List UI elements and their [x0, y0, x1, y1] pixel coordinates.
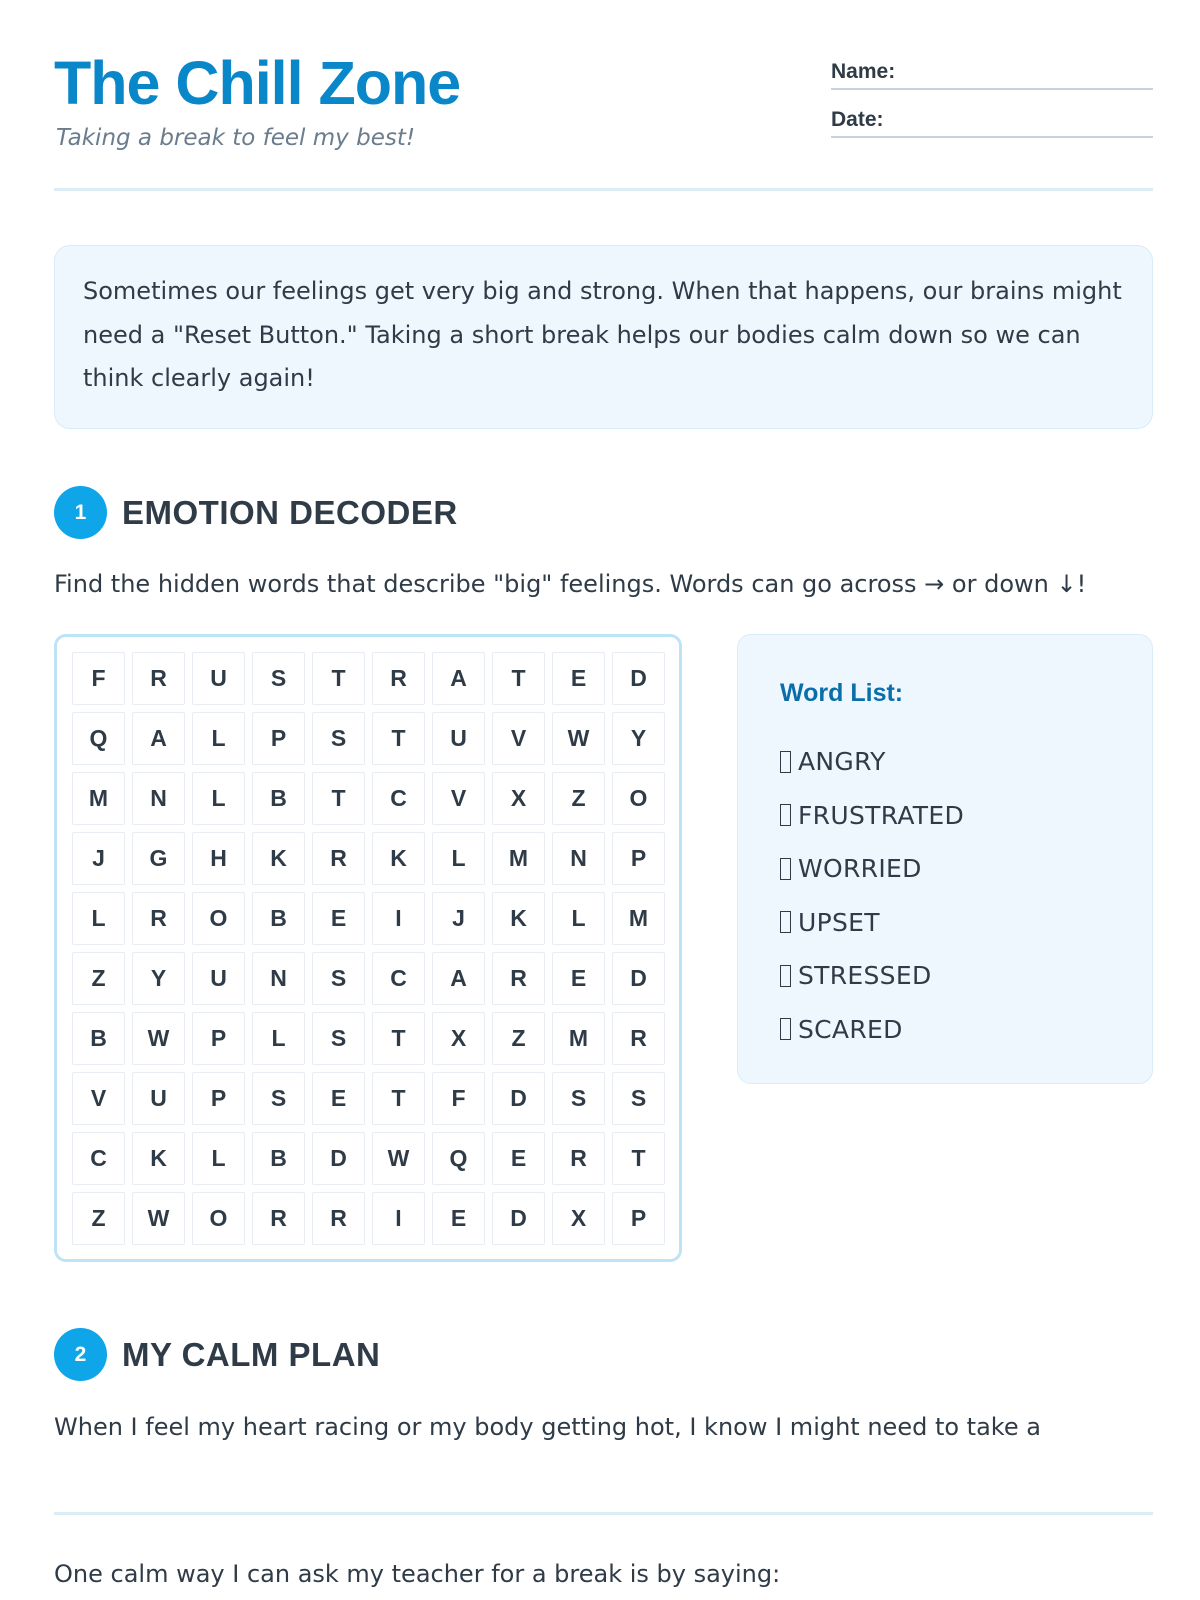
grid-cell[interactable]: T — [612, 1132, 665, 1185]
grid-cell[interactable]: E — [432, 1192, 485, 1245]
grid-cell[interactable]: X — [552, 1192, 605, 1245]
grid-cell[interactable]: S — [252, 1072, 305, 1125]
word-label: WORRIED — [798, 854, 922, 884]
grid-cell[interactable]: U — [432, 712, 485, 765]
page-title: The Chill Zone — [54, 49, 461, 117]
grid-cell[interactable]: S — [312, 712, 365, 765]
grid-cell[interactable]: I — [372, 1192, 425, 1245]
word-list-panel — [737, 634, 1153, 1084]
grid-cell[interactable]: E — [552, 952, 605, 1005]
header-divider — [54, 188, 1153, 191]
grid-cell[interactable]: H — [192, 832, 245, 885]
grid-cell[interactable]: A — [432, 952, 485, 1005]
grid-cell[interactable]: T — [312, 652, 365, 705]
grid-cell[interactable]: U — [192, 652, 245, 705]
word-label: STRESSED — [798, 961, 932, 991]
grid-cell[interactable]: S — [552, 1072, 605, 1125]
word-list-item — [780, 842, 964, 896]
grid-cell[interactable]: L — [192, 712, 245, 765]
grid-cell[interactable]: U — [132, 1072, 185, 1125]
grid-cell[interactable]: W — [132, 1192, 185, 1245]
grid-cell[interactable]: K — [492, 892, 545, 945]
grid-cell[interactable]: D — [312, 1132, 365, 1185]
grid-cell[interactable]: Q — [432, 1132, 485, 1185]
grid-cell[interactable]: D — [492, 1192, 545, 1245]
word-label: SCARED — [798, 1014, 903, 1044]
word-list-item — [780, 789, 964, 843]
grid-cell[interactable]: C — [72, 1132, 125, 1185]
word-list-title: Word List: — [780, 679, 904, 707]
grid-cell[interactable]: B — [252, 772, 305, 825]
grid-cell[interactable]: P — [252, 712, 305, 765]
grid-cell[interactable]: Z — [72, 1192, 125, 1245]
grid-cell[interactable]: J — [72, 832, 125, 885]
grid-cell[interactable]: F — [72, 652, 125, 705]
grid-cell[interactable]: R — [552, 1132, 605, 1185]
word-list — [780, 735, 964, 1056]
grid-cell[interactable]: M — [492, 832, 545, 885]
grid-cell[interactable]: K — [132, 1132, 185, 1185]
section-number-badge: 2 — [54, 1328, 107, 1381]
grid-cell[interactable]: S — [612, 1072, 665, 1125]
grid-cell[interactable]: D — [612, 652, 665, 705]
grid-cell[interactable]: O — [192, 892, 245, 945]
grid-cell[interactable]: J — [432, 892, 485, 945]
grid-cell[interactable]: L — [192, 1132, 245, 1185]
date-field[interactable] — [831, 106, 1153, 138]
page-subtitle: Taking a break to feel my best! — [56, 125, 416, 151]
intro-panel: Sometimes our feelings get very big and strong. When that happens, our brains might need a "Reset Button." Taking a short break helps our bodies calm down so we can think clearly again! — [54, 245, 1153, 429]
grid-cell[interactable]: R — [312, 832, 365, 885]
checkbox-icon[interactable] — [780, 965, 791, 987]
grid-cell[interactable]: K — [372, 832, 425, 885]
grid-cell[interactable]: B — [72, 1012, 125, 1065]
grid-cell[interactable]: T — [372, 1012, 425, 1065]
grid-cell[interactable]: R — [612, 1012, 665, 1065]
grid-cell[interactable]: O — [192, 1192, 245, 1245]
checkbox-icon[interactable] — [780, 911, 791, 933]
grid-cell[interactable]: U — [192, 952, 245, 1005]
grid-cell[interactable]: K — [252, 832, 305, 885]
break-request-prompt: One calm way I can ask my teacher for a break is by saying: — [54, 1560, 781, 1588]
grid-cell[interactable]: L — [252, 1012, 305, 1065]
grid-cell[interactable]: C — [372, 772, 425, 825]
calm-plan-prompt: When I feel my heart racing or my body getting hot, I know I might need to take a — [54, 1413, 1041, 1441]
grid-cell[interactable]: W — [552, 712, 605, 765]
grid-cell[interactable]: F — [432, 1072, 485, 1125]
grid-cell[interactable]: N — [552, 832, 605, 885]
grid-cell[interactable]: L — [432, 832, 485, 885]
grid-cell[interactable]: Z — [72, 952, 125, 1005]
grid-cell[interactable]: X — [432, 1012, 485, 1065]
grid-cell[interactable]: S — [312, 1012, 365, 1065]
grid-cell[interactable]: X — [492, 772, 545, 825]
grid-cell[interactable]: R — [492, 952, 545, 1005]
grid-cell[interactable]: Z — [492, 1012, 545, 1065]
grid-cell[interactable]: R — [372, 652, 425, 705]
grid-cell[interactable]: E — [552, 652, 605, 705]
grid-cell[interactable]: N — [132, 772, 185, 825]
word-label: UPSET — [798, 907, 880, 937]
grid-cell[interactable]: I — [372, 892, 425, 945]
checkbox-icon[interactable] — [780, 804, 791, 826]
section-number-badge: 1 — [54, 486, 107, 539]
grid-cell[interactable]: P — [612, 832, 665, 885]
word-label: ANGRY — [798, 747, 886, 777]
grid-cell[interactable]: Y — [132, 952, 185, 1005]
word-label: FRUSTRATED — [798, 800, 965, 830]
grid-cell[interactable]: L — [72, 892, 125, 945]
grid-cell[interactable]: T — [372, 1072, 425, 1125]
word-list-item — [780, 1003, 964, 1057]
grid-cell[interactable]: P — [192, 1012, 245, 1065]
grid-cell[interactable]: E — [492, 1132, 545, 1185]
grid-cell[interactable]: A — [132, 712, 185, 765]
grid-cell[interactable]: V — [432, 772, 485, 825]
grid-cell[interactable]: R — [312, 1192, 365, 1245]
word-list-item — [780, 735, 964, 789]
grid-cell[interactable]: L — [192, 772, 245, 825]
grid-cell[interactable]: S — [312, 952, 365, 1005]
grid-cell[interactable]: V — [492, 712, 545, 765]
checkbox-icon[interactable] — [780, 1018, 791, 1040]
section-title: MY CALM PLAN — [122, 1336, 381, 1373]
grid-cell[interactable]: R — [252, 1192, 305, 1245]
grid-cell[interactable]: D — [612, 952, 665, 1005]
word-list-item — [780, 949, 964, 1003]
grid-cell[interactable]: Z — [552, 772, 605, 825]
grid-cell[interactable]: M — [612, 892, 665, 945]
grid-cell[interactable]: M — [72, 772, 125, 825]
grid-cell[interactable]: Q — [72, 712, 125, 765]
grid-cell[interactable]: D — [492, 1072, 545, 1125]
grid-cell[interactable]: E — [312, 892, 365, 945]
date-label: Date: — [831, 108, 884, 131]
letter-grid — [72, 652, 665, 1245]
grid-cell[interactable]: W — [372, 1132, 425, 1185]
grid-cell[interactable]: T — [312, 772, 365, 825]
grid-cell[interactable]: R — [132, 652, 185, 705]
word-search-instructions: Find the hidden words that describe "big" feelings. Words can go across → or down ↓! — [54, 570, 1087, 598]
grid-cell[interactable]: A — [432, 652, 485, 705]
answer-line[interactable] — [54, 1512, 1153, 1515]
grid-cell[interactable]: G — [132, 832, 185, 885]
word-search-grid — [54, 634, 682, 1262]
grid-cell[interactable]: V — [72, 1072, 125, 1125]
grid-cell[interactable]: P — [612, 1192, 665, 1245]
grid-cell[interactable]: O — [612, 772, 665, 825]
grid-cell[interactable]: S — [252, 652, 305, 705]
grid-cell[interactable]: N — [252, 952, 305, 1005]
grid-cell[interactable]: Y — [612, 712, 665, 765]
grid-cell[interactable]: L — [552, 892, 605, 945]
checkbox-icon[interactable] — [780, 751, 791, 773]
grid-cell[interactable]: B — [252, 1132, 305, 1185]
name-label: Name: — [831, 60, 896, 83]
checkbox-icon[interactable] — [780, 858, 791, 880]
word-list-item — [780, 896, 964, 950]
grid-cell[interactable]: P — [192, 1072, 245, 1125]
grid-cell[interactable]: R — [132, 892, 185, 945]
name-field[interactable] — [831, 58, 1153, 90]
grid-cell[interactable]: M — [552, 1012, 605, 1065]
section-title: EMOTION DECODER — [122, 494, 458, 531]
grid-cell[interactable]: B — [252, 892, 305, 945]
grid-cell[interactable]: T — [372, 712, 425, 765]
grid-cell[interactable]: E — [312, 1072, 365, 1125]
grid-cell[interactable]: T — [492, 652, 545, 705]
grid-cell[interactable]: W — [132, 1012, 185, 1065]
grid-cell[interactable]: C — [372, 952, 425, 1005]
